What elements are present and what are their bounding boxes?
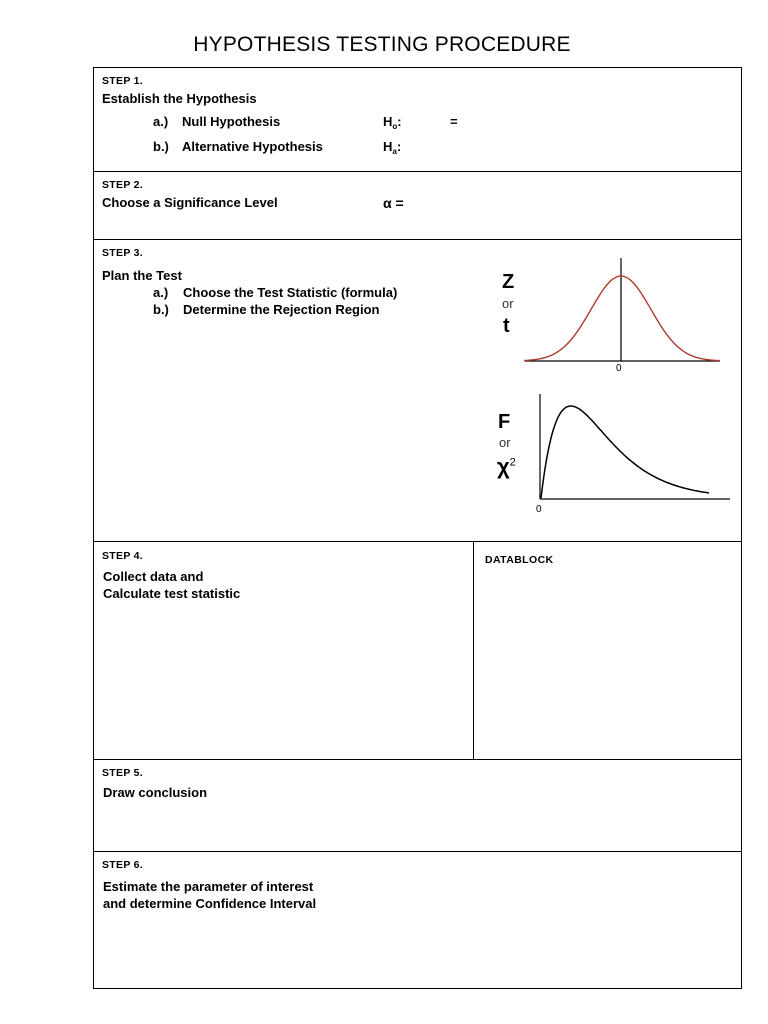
step1-section [94,68,741,172]
test-statistic-label: Choose the Test Statistic (formula) [183,285,398,300]
step2-heading: Choose a Significance Level [102,195,278,210]
f-symbol: F [498,411,511,433]
step3-section [94,240,741,542]
step3-a-marker: a.) [153,285,169,300]
normal-curve-graphic [94,240,740,540]
step3-heading: Plan the Test [102,268,182,283]
step4-section [94,542,741,760]
step1-heading: Establish the Hypothesis [102,91,257,106]
null-hypothesis-label: Null Hypothesis [182,114,281,129]
step6-label: STEP 6. [102,859,144,871]
step2-label: STEP 2. [102,179,144,191]
step3-b-marker: b.) [153,302,169,317]
chi-square-symbol: $\chi^2$ [497,454,516,479]
null-hypothesis-equals: = [450,114,458,129]
step5-label: STEP 5. [102,767,144,779]
alpha-label: α = [383,195,404,211]
step6-line1: Estimate the parameter of interest [103,879,314,894]
or-label-normal: or [502,296,514,311]
alternative-hypothesis-symbol: $H_a$: [383,139,402,156]
z-symbol: Z [502,271,515,293]
step1-label: STEP 1. [102,75,144,87]
normal-zero-label: 0 [616,363,622,374]
t-symbol: t [503,315,510,337]
step3-label: STEP 3. [102,247,144,259]
or-label-skewed: or [499,435,511,450]
skewed-curve [541,406,709,498]
alternative-hypothesis-label: Alternative Hypothesis [182,139,323,154]
skewed-zero-label: 0 [536,504,542,515]
step6-line2: and determine Confidence Interval [103,896,317,911]
step5-heading: Draw conclusion [103,785,208,800]
step4-divider [473,542,474,759]
step4-label: STEP 4. [102,550,144,562]
step6-section [94,852,741,988]
step4-line2: Calculate test statistic [103,586,241,601]
step2-section [94,172,741,240]
step5-section [94,760,741,852]
null-hypothesis-symbol: $H_o$: [383,114,402,131]
step1-a-marker: a.) [153,114,169,129]
rejection-region-label: Determine the Rejection Region [183,302,380,317]
procedure-form [93,67,742,989]
normal-curve [524,276,720,361]
step1-b-marker: b.) [153,139,169,154]
step4-line1: Collect data and [103,569,204,584]
datablock-label: DATABLOCK [485,554,554,566]
page-title: HYPOTHESIS TESTING PROCEDURE [193,33,571,56]
